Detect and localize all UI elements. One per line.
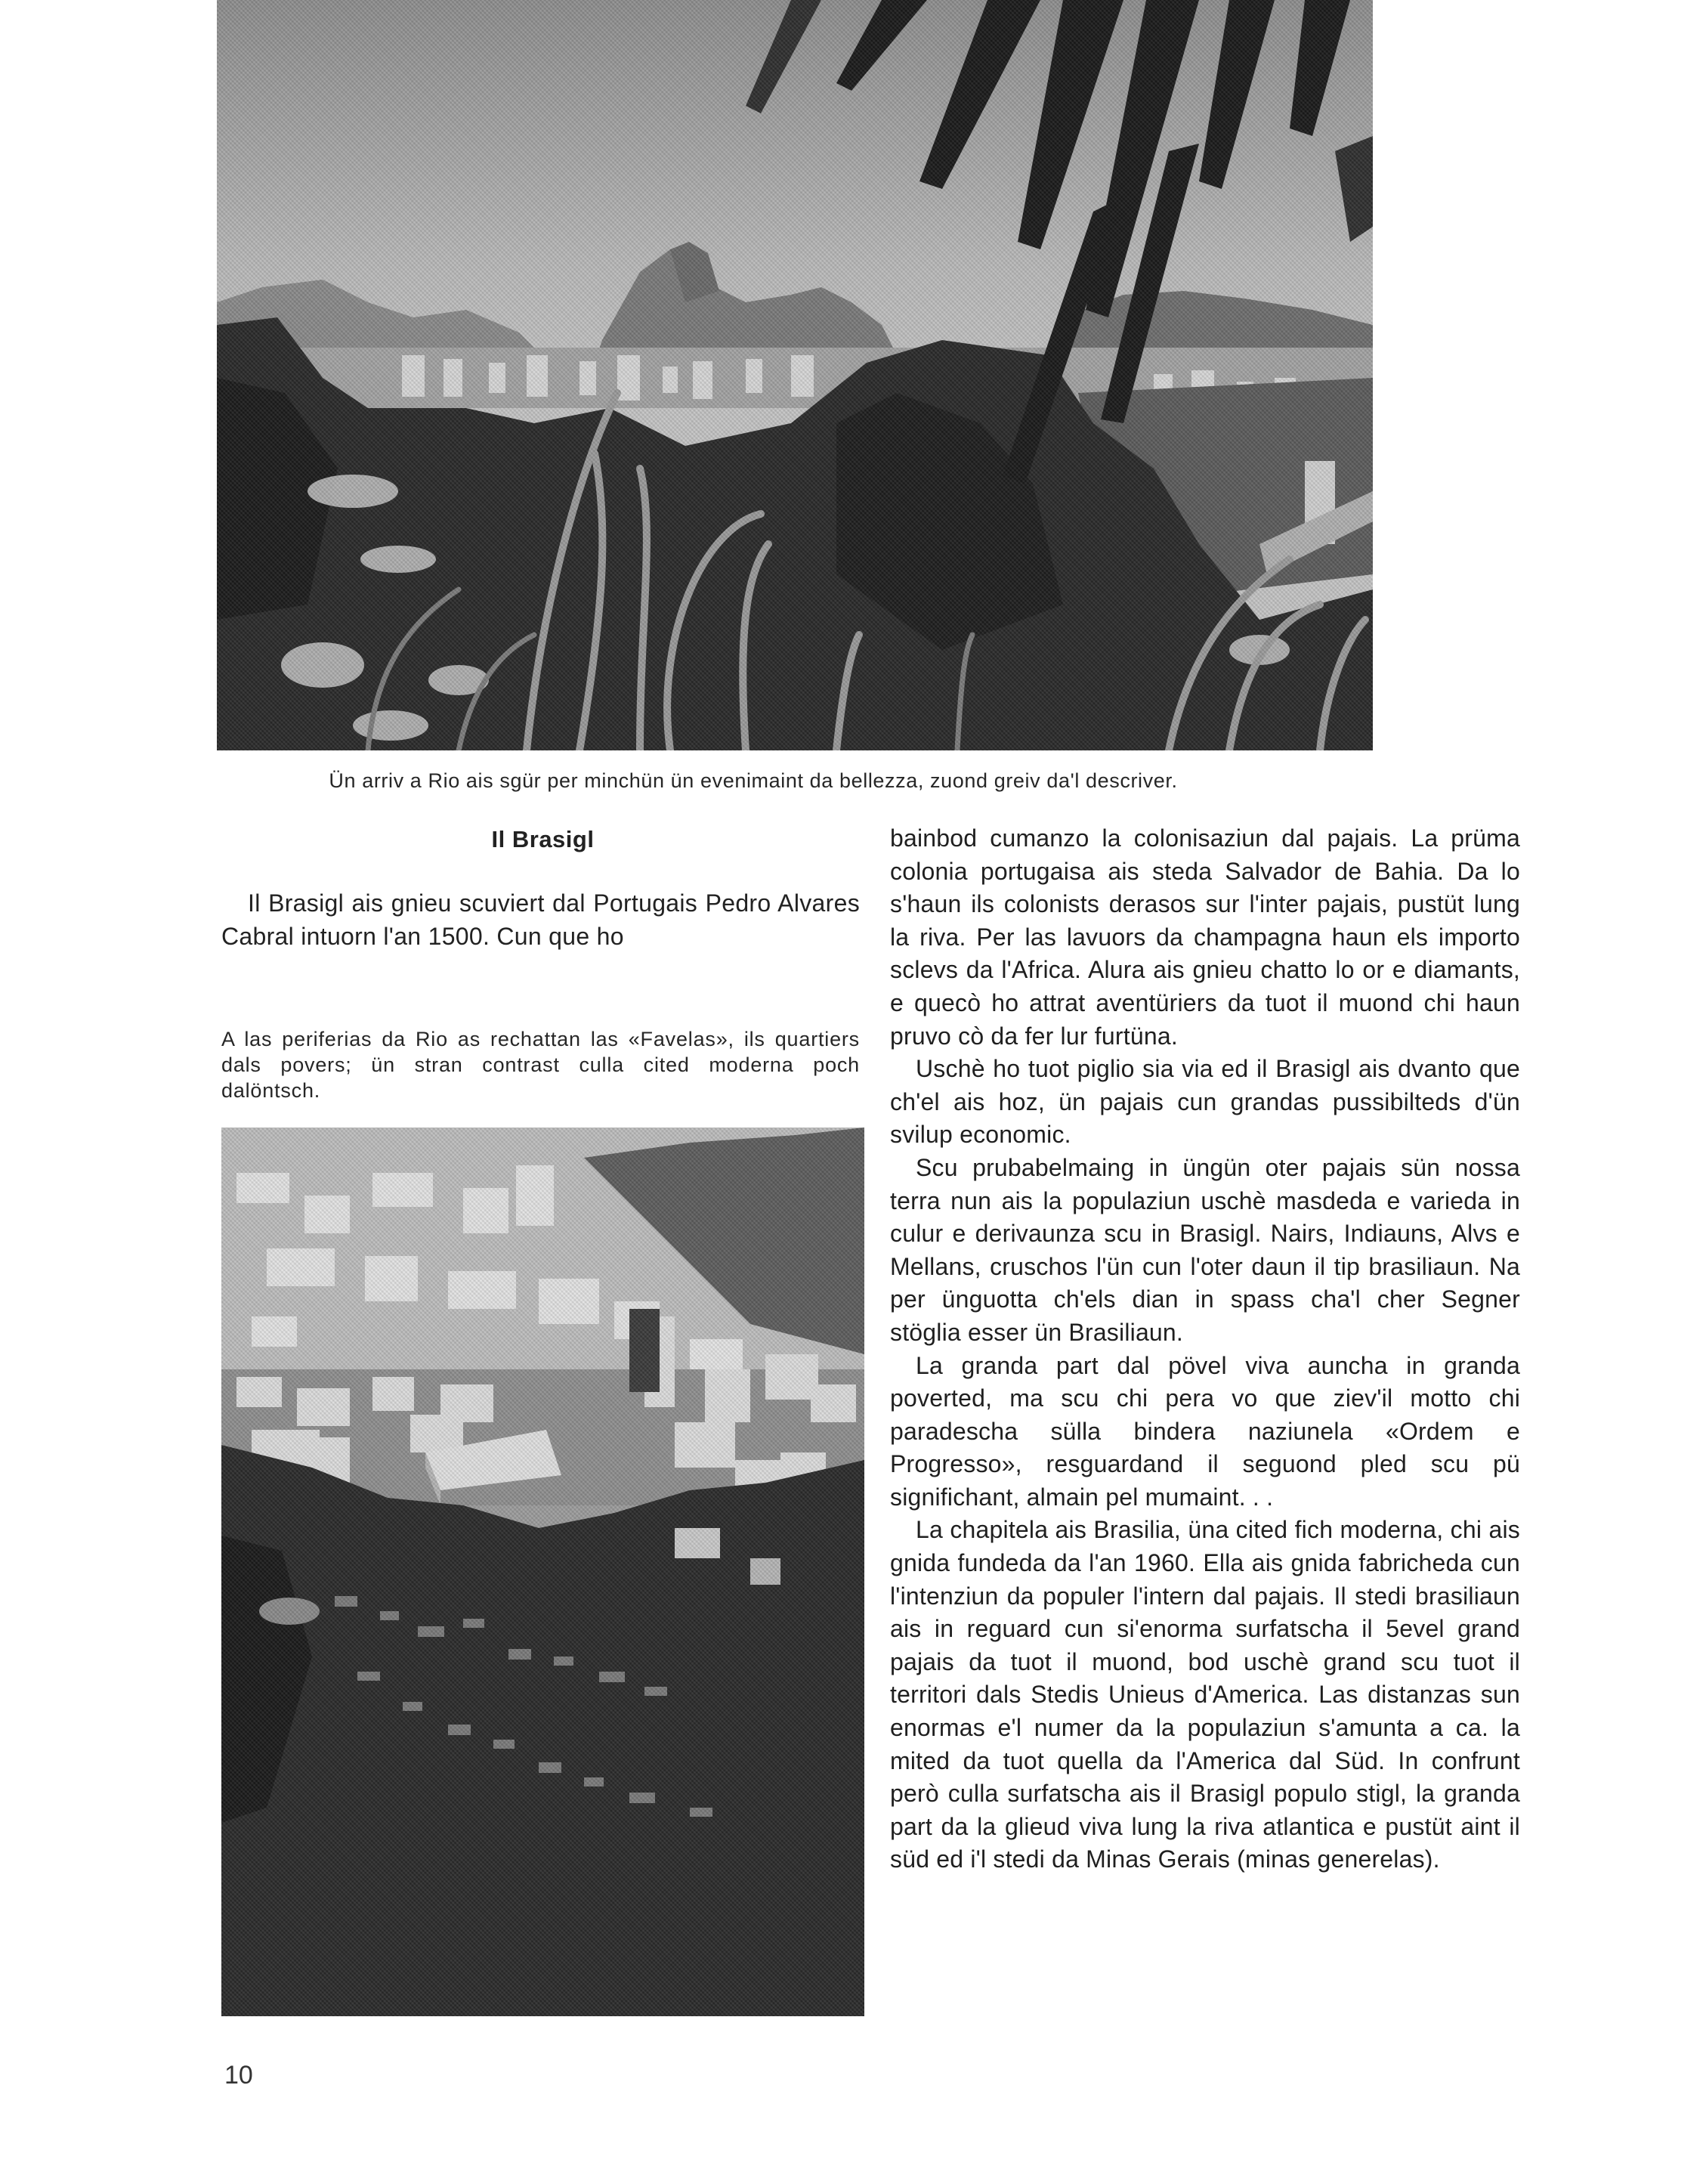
article-paragraph: Scu prubabelmaing in üngün oter pajais sün nossa terra nun ais la populaziun uschè masdeda e varieda in culur e derivaunza scu in Brasigl. Nairs, Indiauns, Alvs e Mellans, cruschos l'ün cun l'oter daun il tip brasiliaun. Na per ünguotta ch'els dian in spass cha'l cher Segner stöglia esser ün Brasiliaun. [890,1153,1520,1346]
page-number: 10 [224,2061,253,2090]
article-body-column [890,822,1520,1876]
rio-landscape-illustration [217,0,1373,750]
article-paragraph: Uschè ho tuot piglio sia via ed il Brasigl ais dvanto que ch'el ais hoz, ün pajais cun grandas pussibilteds d'ün svilup economic. [890,1055,1520,1149]
bottom-photo-caption: A las periferias da Rio as rechattan las «Favelas», ils quartiers dals povers; ün stran contrast culla cited moderna poch dalöntsch. [221,1028,860,1102]
article-paragraph: La chapitela ais Brasilia, üna cited fich moderna, chi ais gnida fundeda da l'an 1960. Ella ais gnida fabricheda cun l'intenziun da populer l'intern dal pajais. Il stedi brasiliaun ais in reguard cun si'enorma surfatscha il 5evel grand pajais da tuot il muond, bod uschè grand scu tuot il territori dals Stedis Unieus d'America. Las distanzas sun enormas e'l numer da la populaziun s'amunta a ca. la mited da tuot quella da l'America dal Süd. In confrunt però culla surfatscha ais il Brasigl populo stigl, la granda part da la glieud viva lung la riva atlantica e pustüt aint il süd ed i'l stedi da Minas Gerais (minas generelas). [890,1516,1520,1873]
article-paragraph: bainbod cumanzo la colonisaziun dal pajais. La prüma colonia portugaisa ais steda Salvador de Bahia. Da lo s'haun ils colonists derasos sur l'inter pajais, pustüt lung la riva. Per las lavuors da champagna haun els importo sclevs da l'Africa. Alura ais gnieu chatto lo or e diamants, e quecò ho attrat aventüriers da tuot il muond chi haun pruvo cò da fer lur furtüna. [890,824,1520,1050]
article-paragraph: La granda part dal pövel viva auncha in granda poverted, ma scu chi pera vo que ziev'il motto chi paradescha sülla bindera naziunela «Ordem e Progresso», resguardand il seguond pled scu pü significhant, almain pel mumaint. . . [890,1351,1520,1511]
article-intro-paragraph: Il Brasigl ais gnieu scuviert dal Portugais Pedro Alvares Cabral intuorn l'an 1500. Cun que ho [221,889,860,950]
article-heading: Il Brasigl [491,826,595,852]
top-photo-caption: Ün arriv a Rio ais sgür per minchün ün evenimaint da bellezza, zuond greiv da'l descriver. [329,769,1178,792]
favelas-aerial-photo [221,1128,864,2016]
rio-landscape-photo [217,0,1373,750]
favelas-aerial-illustration [221,1128,864,2016]
